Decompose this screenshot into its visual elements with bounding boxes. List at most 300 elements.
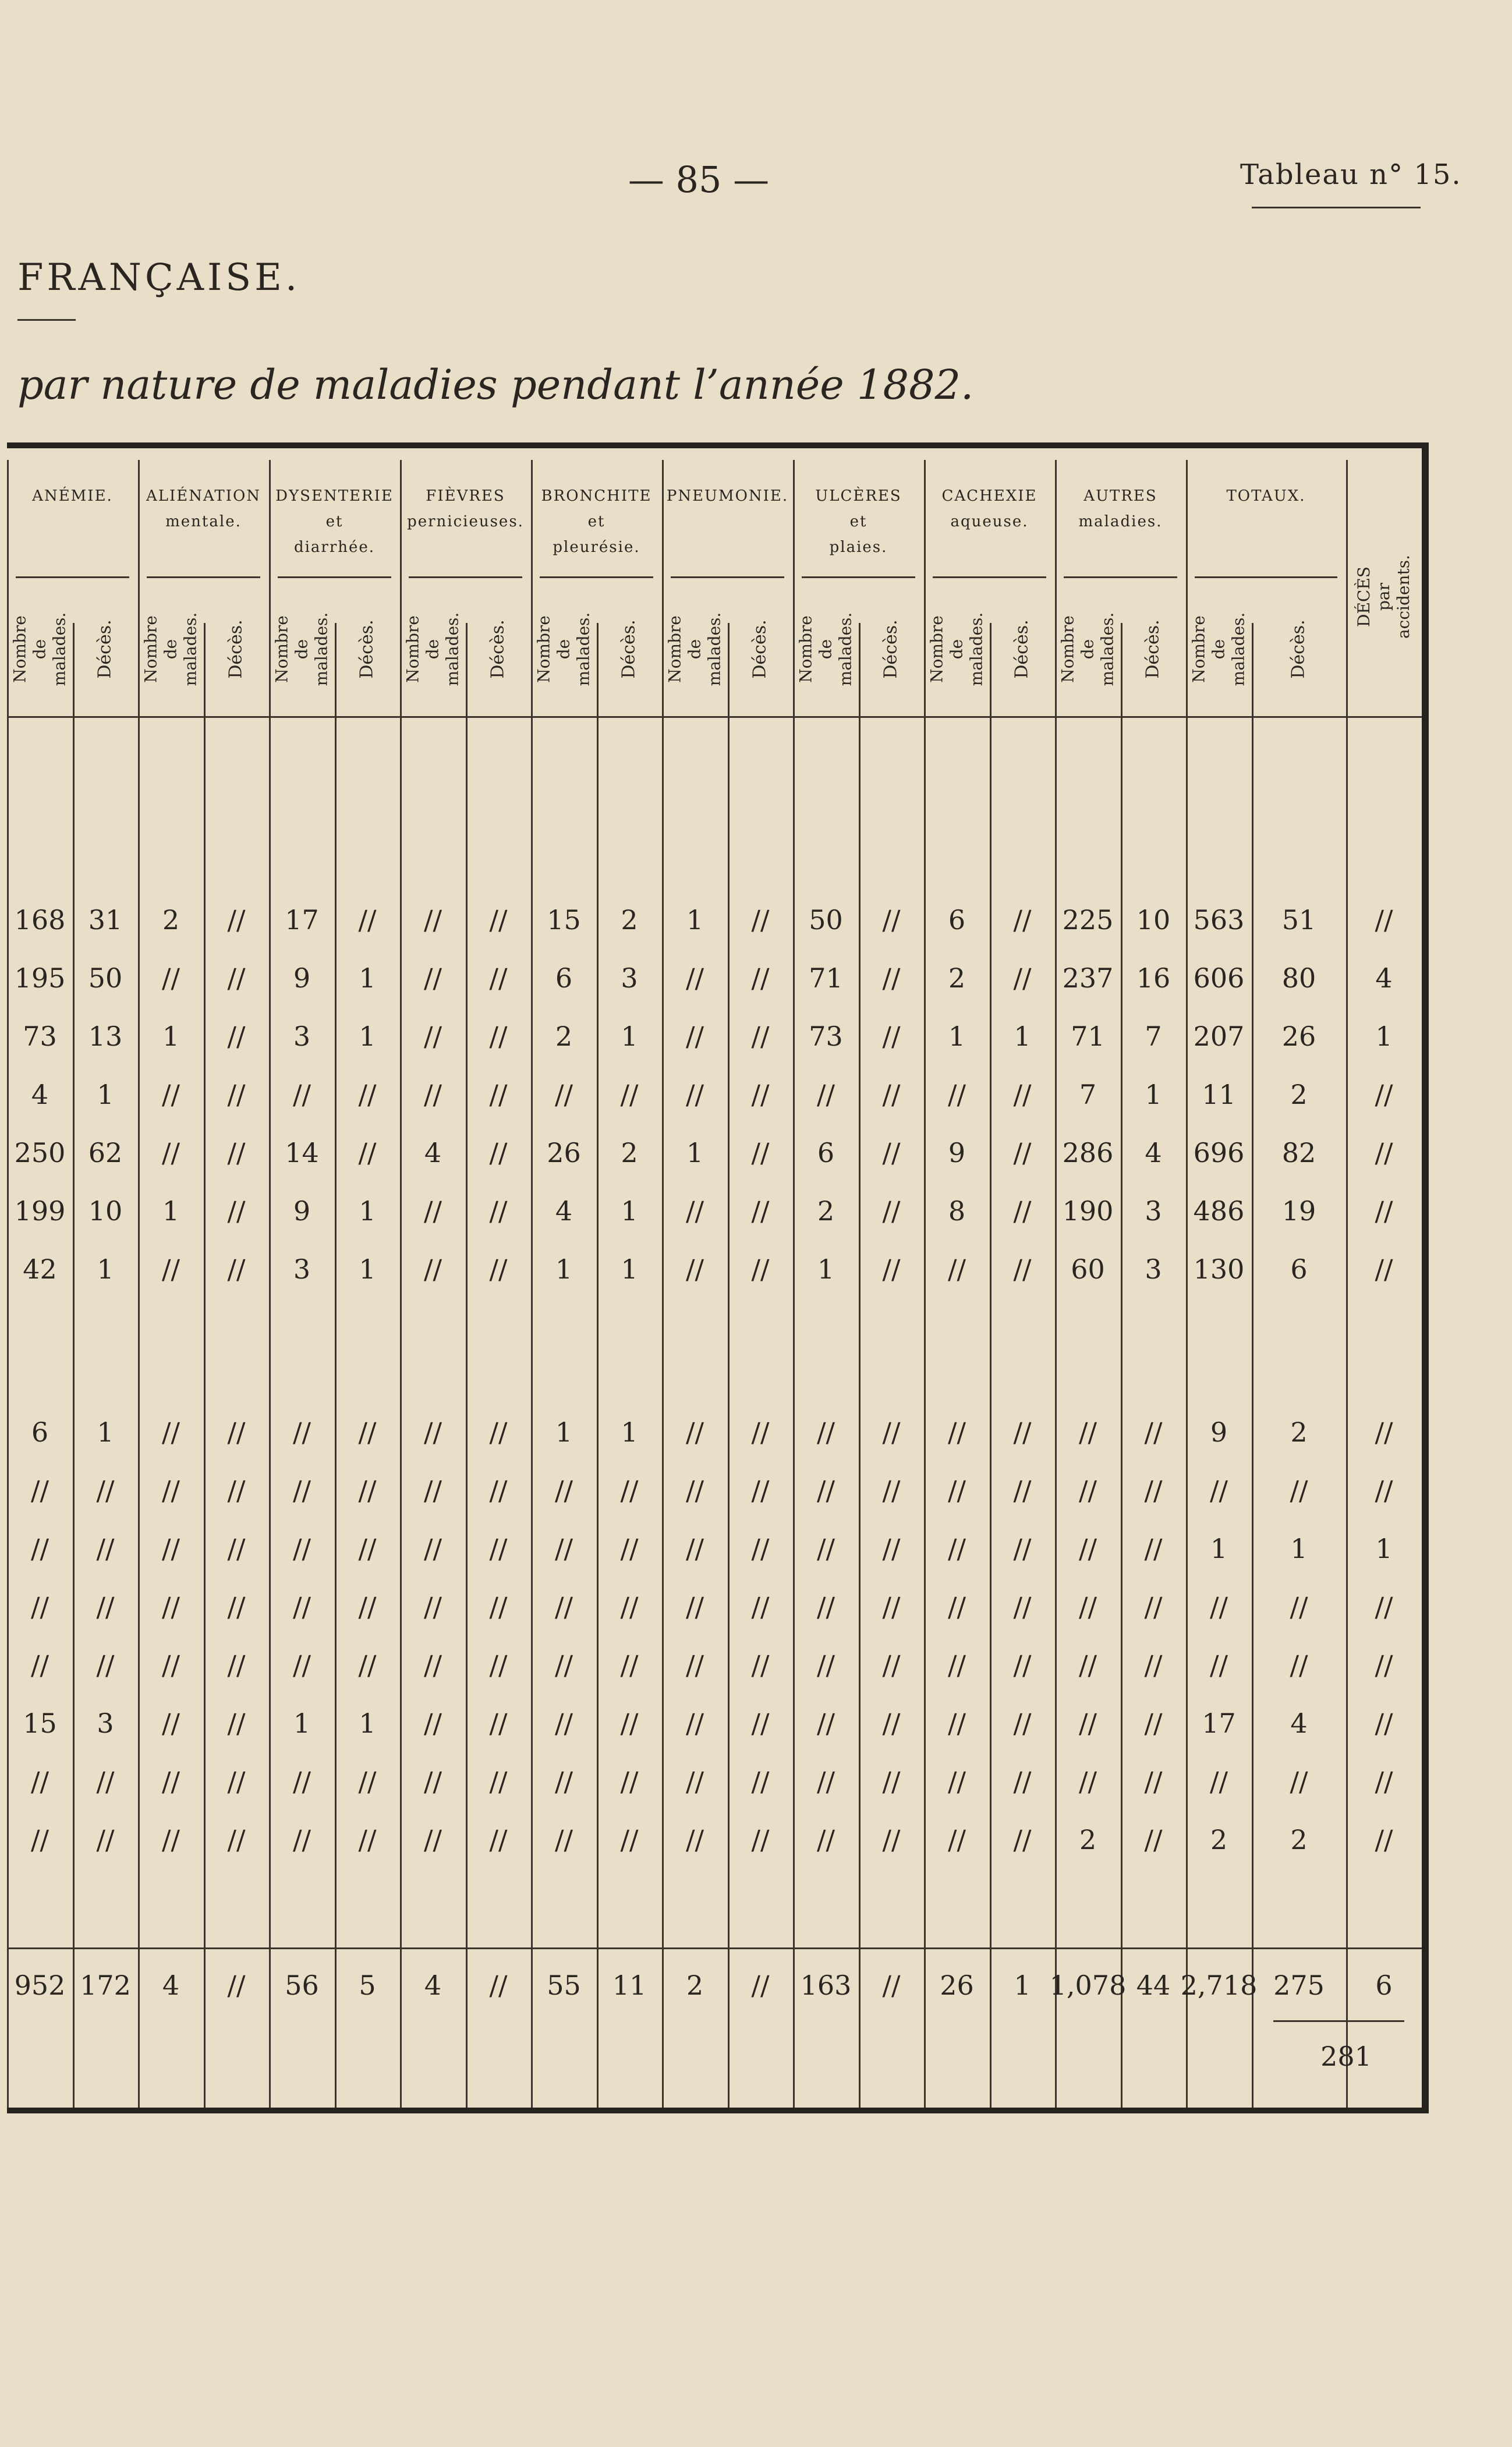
table-cell: // bbox=[686, 962, 704, 994]
total-cell: 44 bbox=[1136, 1970, 1171, 2001]
table-cell: // bbox=[1375, 904, 1393, 936]
table-cell: // bbox=[424, 962, 442, 994]
total-cell: 2,718 bbox=[1180, 1970, 1258, 2001]
table-cell: // bbox=[424, 1021, 442, 1052]
table-cell: // bbox=[620, 1708, 639, 1739]
table-cell: // bbox=[751, 1708, 770, 1739]
table-cell: // bbox=[358, 1824, 377, 1855]
table-cell: // bbox=[948, 1079, 966, 1110]
column-header-label: DÉCÈS par accidents. bbox=[1354, 554, 1413, 639]
table-cell: // bbox=[1013, 1475, 1032, 1506]
table-cell: 71 bbox=[1071, 1021, 1105, 1052]
table-cell: // bbox=[686, 1195, 704, 1227]
table-cell: // bbox=[293, 1766, 311, 1797]
table-cell: // bbox=[489, 962, 508, 994]
column-header-label: Décès. bbox=[749, 619, 770, 679]
table-cell: 4 bbox=[31, 1079, 49, 1110]
table-cell: // bbox=[1013, 1649, 1032, 1681]
table-cell: // bbox=[1079, 1591, 1097, 1623]
column-header-label: Nombre de malades. bbox=[534, 612, 593, 686]
table-cell: // bbox=[424, 1195, 442, 1227]
table-cell: // bbox=[1144, 1708, 1163, 1739]
table-cell: // bbox=[489, 1195, 508, 1227]
table-cell: 1 bbox=[359, 1708, 376, 1739]
table-row bbox=[7, 1129, 1422, 1176]
table-cell: 17 bbox=[1202, 1708, 1236, 1739]
table-cell: 42 bbox=[23, 1253, 57, 1285]
column-header-label: Décès. bbox=[225, 619, 246, 679]
table-cell: // bbox=[817, 1708, 835, 1739]
table-cell: 207 bbox=[1193, 1021, 1245, 1052]
table-row bbox=[7, 1013, 1422, 1060]
total-cell: // bbox=[882, 1970, 901, 2001]
table-cell: // bbox=[1013, 1533, 1032, 1564]
table-cell: // bbox=[227, 962, 246, 994]
table-cell: // bbox=[293, 1079, 311, 1110]
table-cell: 10 bbox=[88, 1195, 123, 1227]
table-cell: // bbox=[1144, 1824, 1163, 1855]
table-cell: 250 bbox=[14, 1137, 66, 1168]
table-cell: // bbox=[489, 1475, 508, 1506]
table-cell: // bbox=[162, 1824, 180, 1855]
table-cell: // bbox=[489, 1137, 508, 1168]
table-cell: 16 bbox=[1136, 962, 1171, 994]
table-cell: // bbox=[227, 1708, 246, 1739]
column-header-label: Nombre de malades. bbox=[796, 612, 855, 686]
group-brace bbox=[409, 576, 522, 578]
table-cell: // bbox=[686, 1475, 704, 1506]
table-row bbox=[7, 1467, 1422, 1514]
table-cell: 15 bbox=[547, 904, 581, 936]
column-divider bbox=[728, 623, 730, 2108]
table-cell: // bbox=[489, 1253, 508, 1285]
table-cell: // bbox=[620, 1649, 639, 1681]
group-brace bbox=[1064, 576, 1177, 578]
table-cell: // bbox=[424, 1708, 442, 1739]
total-cell: 5 bbox=[359, 1970, 376, 2001]
table-cell: 6 bbox=[817, 1137, 835, 1168]
table-cell: // bbox=[293, 1591, 311, 1623]
table-cell: 9 bbox=[1210, 1417, 1228, 1448]
column-header-label: Décès. bbox=[618, 619, 639, 679]
table-cell: // bbox=[424, 1824, 442, 1855]
table-cell: // bbox=[1144, 1475, 1163, 1506]
group-brace bbox=[16, 576, 129, 578]
table-cell: // bbox=[1290, 1649, 1308, 1681]
table-row bbox=[7, 1071, 1422, 1118]
table-cell: // bbox=[96, 1649, 115, 1681]
table-cell: 1 bbox=[1290, 1533, 1308, 1564]
tableau-label: Tableau n° 15. bbox=[1240, 158, 1462, 191]
table-cell: // bbox=[227, 904, 246, 936]
group-header: DYSENTERIE et diarrhée. bbox=[275, 487, 394, 556]
table-cell: 6 bbox=[948, 904, 966, 936]
table-cell: 2 bbox=[817, 1195, 835, 1227]
table-cell: 15 bbox=[23, 1708, 57, 1739]
table-cell: // bbox=[162, 1591, 180, 1623]
table-cell: 3 bbox=[97, 1708, 114, 1739]
table-cell: // bbox=[882, 904, 901, 936]
table-row bbox=[7, 1409, 1422, 1456]
group-brace bbox=[147, 576, 260, 578]
table-cell: // bbox=[31, 1533, 49, 1564]
column-header bbox=[335, 588, 400, 710]
table-row bbox=[7, 1642, 1422, 1688]
table-cell: 1 bbox=[1210, 1533, 1228, 1564]
table-cell: // bbox=[686, 1417, 704, 1448]
table-cell: // bbox=[620, 1533, 639, 1564]
table-cell: 1 bbox=[162, 1021, 180, 1052]
table-cell: // bbox=[162, 1475, 180, 1506]
table-cell: // bbox=[1375, 1079, 1393, 1110]
table-cell: 1 bbox=[359, 962, 376, 994]
table-cell: // bbox=[555, 1766, 573, 1797]
table-cell: // bbox=[751, 1824, 770, 1855]
group-header: ANÉMIE. bbox=[32, 487, 113, 505]
table-cell: 3 bbox=[293, 1253, 311, 1285]
total-cell: 275 bbox=[1273, 1970, 1325, 2001]
group-brace bbox=[802, 576, 915, 578]
table-cell: // bbox=[1375, 1195, 1393, 1227]
column-header bbox=[924, 588, 990, 710]
table-cell: // bbox=[882, 1475, 901, 1506]
table-cell: // bbox=[817, 1417, 835, 1448]
table-cell: // bbox=[424, 904, 442, 936]
table-cell: // bbox=[751, 1591, 770, 1623]
table-cell: 1 bbox=[162, 1195, 180, 1227]
table-cell: 26 bbox=[547, 1137, 581, 1168]
table-cell: // bbox=[686, 1253, 704, 1285]
table-cell: // bbox=[293, 1417, 311, 1448]
table-cell: // bbox=[620, 1079, 639, 1110]
column-header bbox=[269, 588, 335, 710]
table-cell: // bbox=[1144, 1591, 1163, 1623]
table-cell: 62 bbox=[88, 1137, 123, 1168]
group-brace bbox=[671, 576, 784, 578]
table-cell: // bbox=[227, 1824, 246, 1855]
table-cell: // bbox=[489, 1766, 508, 1797]
table-cell: // bbox=[751, 904, 770, 936]
table-cell: // bbox=[686, 1533, 704, 1564]
table-cell: // bbox=[1013, 1766, 1032, 1797]
table-cell: // bbox=[293, 1475, 311, 1506]
group-brace bbox=[540, 576, 653, 578]
total-cell: 26 bbox=[940, 1970, 974, 2001]
column-divider bbox=[204, 623, 206, 2108]
table-cell: // bbox=[1375, 1591, 1393, 1623]
table-cell: 1 bbox=[621, 1417, 638, 1448]
table-cell: // bbox=[948, 1591, 966, 1623]
group-brace bbox=[933, 576, 1046, 578]
table-cell: 6 bbox=[555, 962, 573, 994]
table-cell: // bbox=[489, 1021, 508, 1052]
grand-total: 281 bbox=[1320, 2041, 1372, 2072]
table-cell: 4 bbox=[424, 1137, 442, 1168]
table-row bbox=[7, 1188, 1422, 1234]
table-cell: // bbox=[358, 1079, 377, 1110]
table-cell: 73 bbox=[23, 1021, 57, 1052]
table-cell: // bbox=[817, 1475, 835, 1506]
column-header bbox=[662, 588, 728, 710]
table-cell: // bbox=[1375, 1475, 1393, 1506]
table-cell: 3 bbox=[1145, 1195, 1162, 1227]
total-cell: 1 bbox=[1014, 1970, 1031, 2001]
table-cell: // bbox=[1290, 1475, 1308, 1506]
column-header-label: Nombre de malades. bbox=[10, 612, 69, 686]
table-cell: 199 bbox=[14, 1195, 66, 1227]
table-cell: // bbox=[817, 1649, 835, 1681]
column-header-label: Décès. bbox=[94, 619, 115, 679]
column-header-label: Nombre de malades. bbox=[403, 612, 462, 686]
column-header-label: Nombre de malades. bbox=[141, 612, 200, 686]
group-header: TOTAUX. bbox=[1226, 487, 1306, 505]
table-cell: // bbox=[489, 1079, 508, 1110]
table-cell: 2 bbox=[1210, 1824, 1228, 1855]
table-cell: 80 bbox=[1281, 962, 1316, 994]
table-cell: // bbox=[358, 1417, 377, 1448]
table-cell: // bbox=[162, 1708, 180, 1739]
table-row bbox=[7, 1525, 1422, 1572]
total-cell: 56 bbox=[285, 1970, 319, 2001]
column-header bbox=[1346, 483, 1422, 710]
table-cell: // bbox=[293, 1533, 311, 1564]
table-cell: // bbox=[1144, 1766, 1163, 1797]
table-cell: 3 bbox=[293, 1021, 311, 1052]
table-cell: // bbox=[882, 1591, 901, 1623]
table-cell: // bbox=[751, 1417, 770, 1448]
table-cell: // bbox=[817, 1824, 835, 1855]
table-cell: // bbox=[31, 1649, 49, 1681]
table-cell: // bbox=[1013, 1591, 1032, 1623]
table-cell: 2 bbox=[1290, 1824, 1308, 1855]
column-header bbox=[1252, 588, 1346, 710]
table-row bbox=[7, 1816, 1422, 1863]
table-cell: 1 bbox=[1145, 1079, 1162, 1110]
table-cell: // bbox=[358, 1649, 377, 1681]
table-cell: // bbox=[489, 1708, 508, 1739]
table-cell: 50 bbox=[88, 962, 123, 994]
table-cell: 60 bbox=[1071, 1253, 1105, 1285]
totals-row bbox=[7, 1962, 1422, 2009]
table-cell: // bbox=[1210, 1475, 1228, 1506]
table-cell: // bbox=[1013, 1195, 1032, 1227]
table-cell: 2 bbox=[162, 904, 180, 936]
table-cell: // bbox=[817, 1766, 835, 1797]
total-cell: 6 bbox=[1375, 1970, 1393, 2001]
table-cell: // bbox=[1079, 1708, 1097, 1739]
column-header-label: Nombre de malades. bbox=[1189, 612, 1248, 686]
table-cell: // bbox=[424, 1533, 442, 1564]
total-cell: 952 bbox=[14, 1970, 66, 2001]
table-cell: // bbox=[227, 1417, 246, 1448]
table-cell: // bbox=[1375, 1766, 1393, 1797]
table-cell: // bbox=[1013, 1079, 1032, 1110]
table-cell: // bbox=[948, 1417, 966, 1448]
group-header: PNEUMONIE. bbox=[666, 487, 789, 505]
group-header: AUTRES maladies. bbox=[1078, 487, 1163, 530]
column-header bbox=[7, 588, 73, 710]
table-cell: // bbox=[1210, 1766, 1228, 1797]
group-header: CACHEXIE aqueuse. bbox=[941, 487, 1037, 530]
table-cell: // bbox=[882, 1824, 901, 1855]
table-cell: // bbox=[227, 1079, 246, 1110]
table-cell: 9 bbox=[293, 962, 311, 994]
table-cell: // bbox=[1079, 1417, 1097, 1448]
table-cell: 31 bbox=[88, 904, 123, 936]
column-divider bbox=[73, 623, 75, 2108]
table-cell: 1 bbox=[293, 1708, 311, 1739]
table-cell: // bbox=[817, 1079, 835, 1110]
table-cell: // bbox=[882, 1417, 901, 1448]
table-cell: // bbox=[1079, 1649, 1097, 1681]
table-cell: // bbox=[948, 1253, 966, 1285]
table-cell: // bbox=[162, 1253, 180, 1285]
table-cell: // bbox=[162, 1766, 180, 1797]
table-cell: // bbox=[882, 1649, 901, 1681]
heading-rule bbox=[17, 319, 76, 321]
table-cell: 9 bbox=[948, 1137, 966, 1168]
table-cell: 1 bbox=[359, 1253, 376, 1285]
table-cell: // bbox=[1375, 1649, 1393, 1681]
table-cell: // bbox=[227, 1766, 246, 1797]
table-cell: // bbox=[1375, 1824, 1393, 1855]
table-cell: // bbox=[1144, 1417, 1163, 1448]
table-cell: // bbox=[358, 1766, 377, 1797]
document-subtitle: par nature de maladies pendant l’année 1882. bbox=[17, 361, 974, 409]
table-cell: // bbox=[1079, 1533, 1097, 1564]
table-cell: // bbox=[1144, 1649, 1163, 1681]
table-cell: // bbox=[162, 1137, 180, 1168]
table-cell: // bbox=[227, 1649, 246, 1681]
table-cell: // bbox=[1079, 1766, 1097, 1797]
table-cell: // bbox=[227, 1137, 246, 1168]
table-cell: 195 bbox=[14, 962, 66, 994]
total-cell: // bbox=[227, 1970, 246, 2001]
table-cell: // bbox=[1210, 1649, 1228, 1681]
column-header-label: Nombre de malades. bbox=[665, 612, 724, 686]
table-cell: // bbox=[555, 1649, 573, 1681]
totals-rule bbox=[7, 1947, 1422, 1949]
table-cell: // bbox=[162, 1079, 180, 1110]
table-cell: // bbox=[948, 1766, 966, 1797]
table-cell: 1 bbox=[359, 1195, 376, 1227]
column-header bbox=[990, 588, 1055, 710]
total-cell: 2 bbox=[686, 1970, 704, 2001]
table-cell: // bbox=[96, 1766, 115, 1797]
table-cell: 2 bbox=[1290, 1417, 1308, 1448]
table-cell: 8 bbox=[948, 1195, 966, 1227]
table-cell: 1 bbox=[97, 1417, 114, 1448]
table-cell: 2 bbox=[1079, 1824, 1097, 1855]
table-cell: // bbox=[751, 1137, 770, 1168]
table-cell: 130 bbox=[1193, 1253, 1245, 1285]
column-header bbox=[400, 588, 466, 710]
table-cell: // bbox=[1013, 1417, 1032, 1448]
column-header-label: Nombre de malades. bbox=[1058, 612, 1117, 686]
table-cell: // bbox=[620, 1591, 639, 1623]
table-cell: // bbox=[358, 1591, 377, 1623]
table-cell: 2 bbox=[948, 962, 966, 994]
table-cell: 1 bbox=[555, 1417, 573, 1448]
table-cell: // bbox=[751, 1253, 770, 1285]
column-header bbox=[859, 588, 924, 710]
table-cell: // bbox=[686, 1708, 704, 1739]
table-cell: // bbox=[882, 1253, 901, 1285]
table-cell: // bbox=[489, 1591, 508, 1623]
column-header-label: Nombre de malades. bbox=[272, 612, 331, 686]
table-row bbox=[7, 955, 1422, 1001]
column-divider bbox=[1252, 623, 1253, 2108]
table-cell: 19 bbox=[1281, 1195, 1316, 1227]
table-cell: // bbox=[293, 1824, 311, 1855]
table-cell: 1 bbox=[948, 1021, 966, 1052]
table-cell: 4 bbox=[1290, 1708, 1308, 1739]
table-cell: 1 bbox=[97, 1079, 114, 1110]
column-header bbox=[728, 588, 793, 710]
table-cell: // bbox=[227, 1195, 246, 1227]
table-cell: 237 bbox=[1062, 962, 1114, 994]
table-cell: // bbox=[31, 1475, 49, 1506]
table-cell: 2 bbox=[621, 904, 638, 936]
table-cell: // bbox=[424, 1475, 442, 1506]
table-cell: // bbox=[424, 1417, 442, 1448]
table-cell: // bbox=[1290, 1766, 1308, 1797]
column-header-label: Décès. bbox=[487, 619, 508, 679]
table-cell: 563 bbox=[1193, 904, 1245, 936]
table-cell: // bbox=[751, 962, 770, 994]
table-cell: // bbox=[882, 1195, 901, 1227]
column-divider bbox=[859, 623, 861, 2108]
total-cell: // bbox=[751, 1970, 770, 2001]
table-cell: 9 bbox=[293, 1195, 311, 1227]
table-cell: // bbox=[1013, 962, 1032, 994]
column-header bbox=[1121, 588, 1186, 710]
column-header bbox=[73, 588, 138, 710]
table-cell: // bbox=[1013, 1824, 1032, 1855]
table-cell: // bbox=[489, 1649, 508, 1681]
table-cell: 1 bbox=[686, 904, 704, 936]
table-cell: 286 bbox=[1062, 1137, 1114, 1168]
column-header-label: Décès. bbox=[1142, 619, 1163, 679]
column-header bbox=[597, 588, 662, 710]
table-cell: // bbox=[162, 1533, 180, 1564]
total-cell: 1,078 bbox=[1049, 1970, 1127, 2001]
table-cell: // bbox=[1013, 1708, 1032, 1739]
table-cell: 50 bbox=[809, 904, 843, 936]
table-cell: // bbox=[1375, 1253, 1393, 1285]
table-cell: // bbox=[620, 1475, 639, 1506]
table-cell: // bbox=[882, 1079, 901, 1110]
column-header bbox=[1186, 588, 1252, 710]
table-cell: // bbox=[1210, 1591, 1228, 1623]
table-cell: // bbox=[555, 1475, 573, 1506]
table-cell: // bbox=[162, 1649, 180, 1681]
table-cell: // bbox=[358, 1475, 377, 1506]
table-cell: 3 bbox=[621, 962, 638, 994]
table-cell: // bbox=[1290, 1591, 1308, 1623]
tableau-rule bbox=[1252, 207, 1421, 208]
group-header: BRONCHITE et pleurésie. bbox=[541, 487, 652, 556]
table-cell: // bbox=[751, 1079, 770, 1110]
total-cell: 11 bbox=[612, 1970, 647, 2001]
table-row bbox=[7, 1700, 1422, 1747]
column-divider bbox=[335, 623, 337, 2108]
table-cell: // bbox=[31, 1591, 49, 1623]
table-cell: // bbox=[489, 904, 508, 936]
table-cell: // bbox=[96, 1824, 115, 1855]
table-cell: 7 bbox=[1145, 1021, 1162, 1052]
table-cell: // bbox=[620, 1824, 639, 1855]
